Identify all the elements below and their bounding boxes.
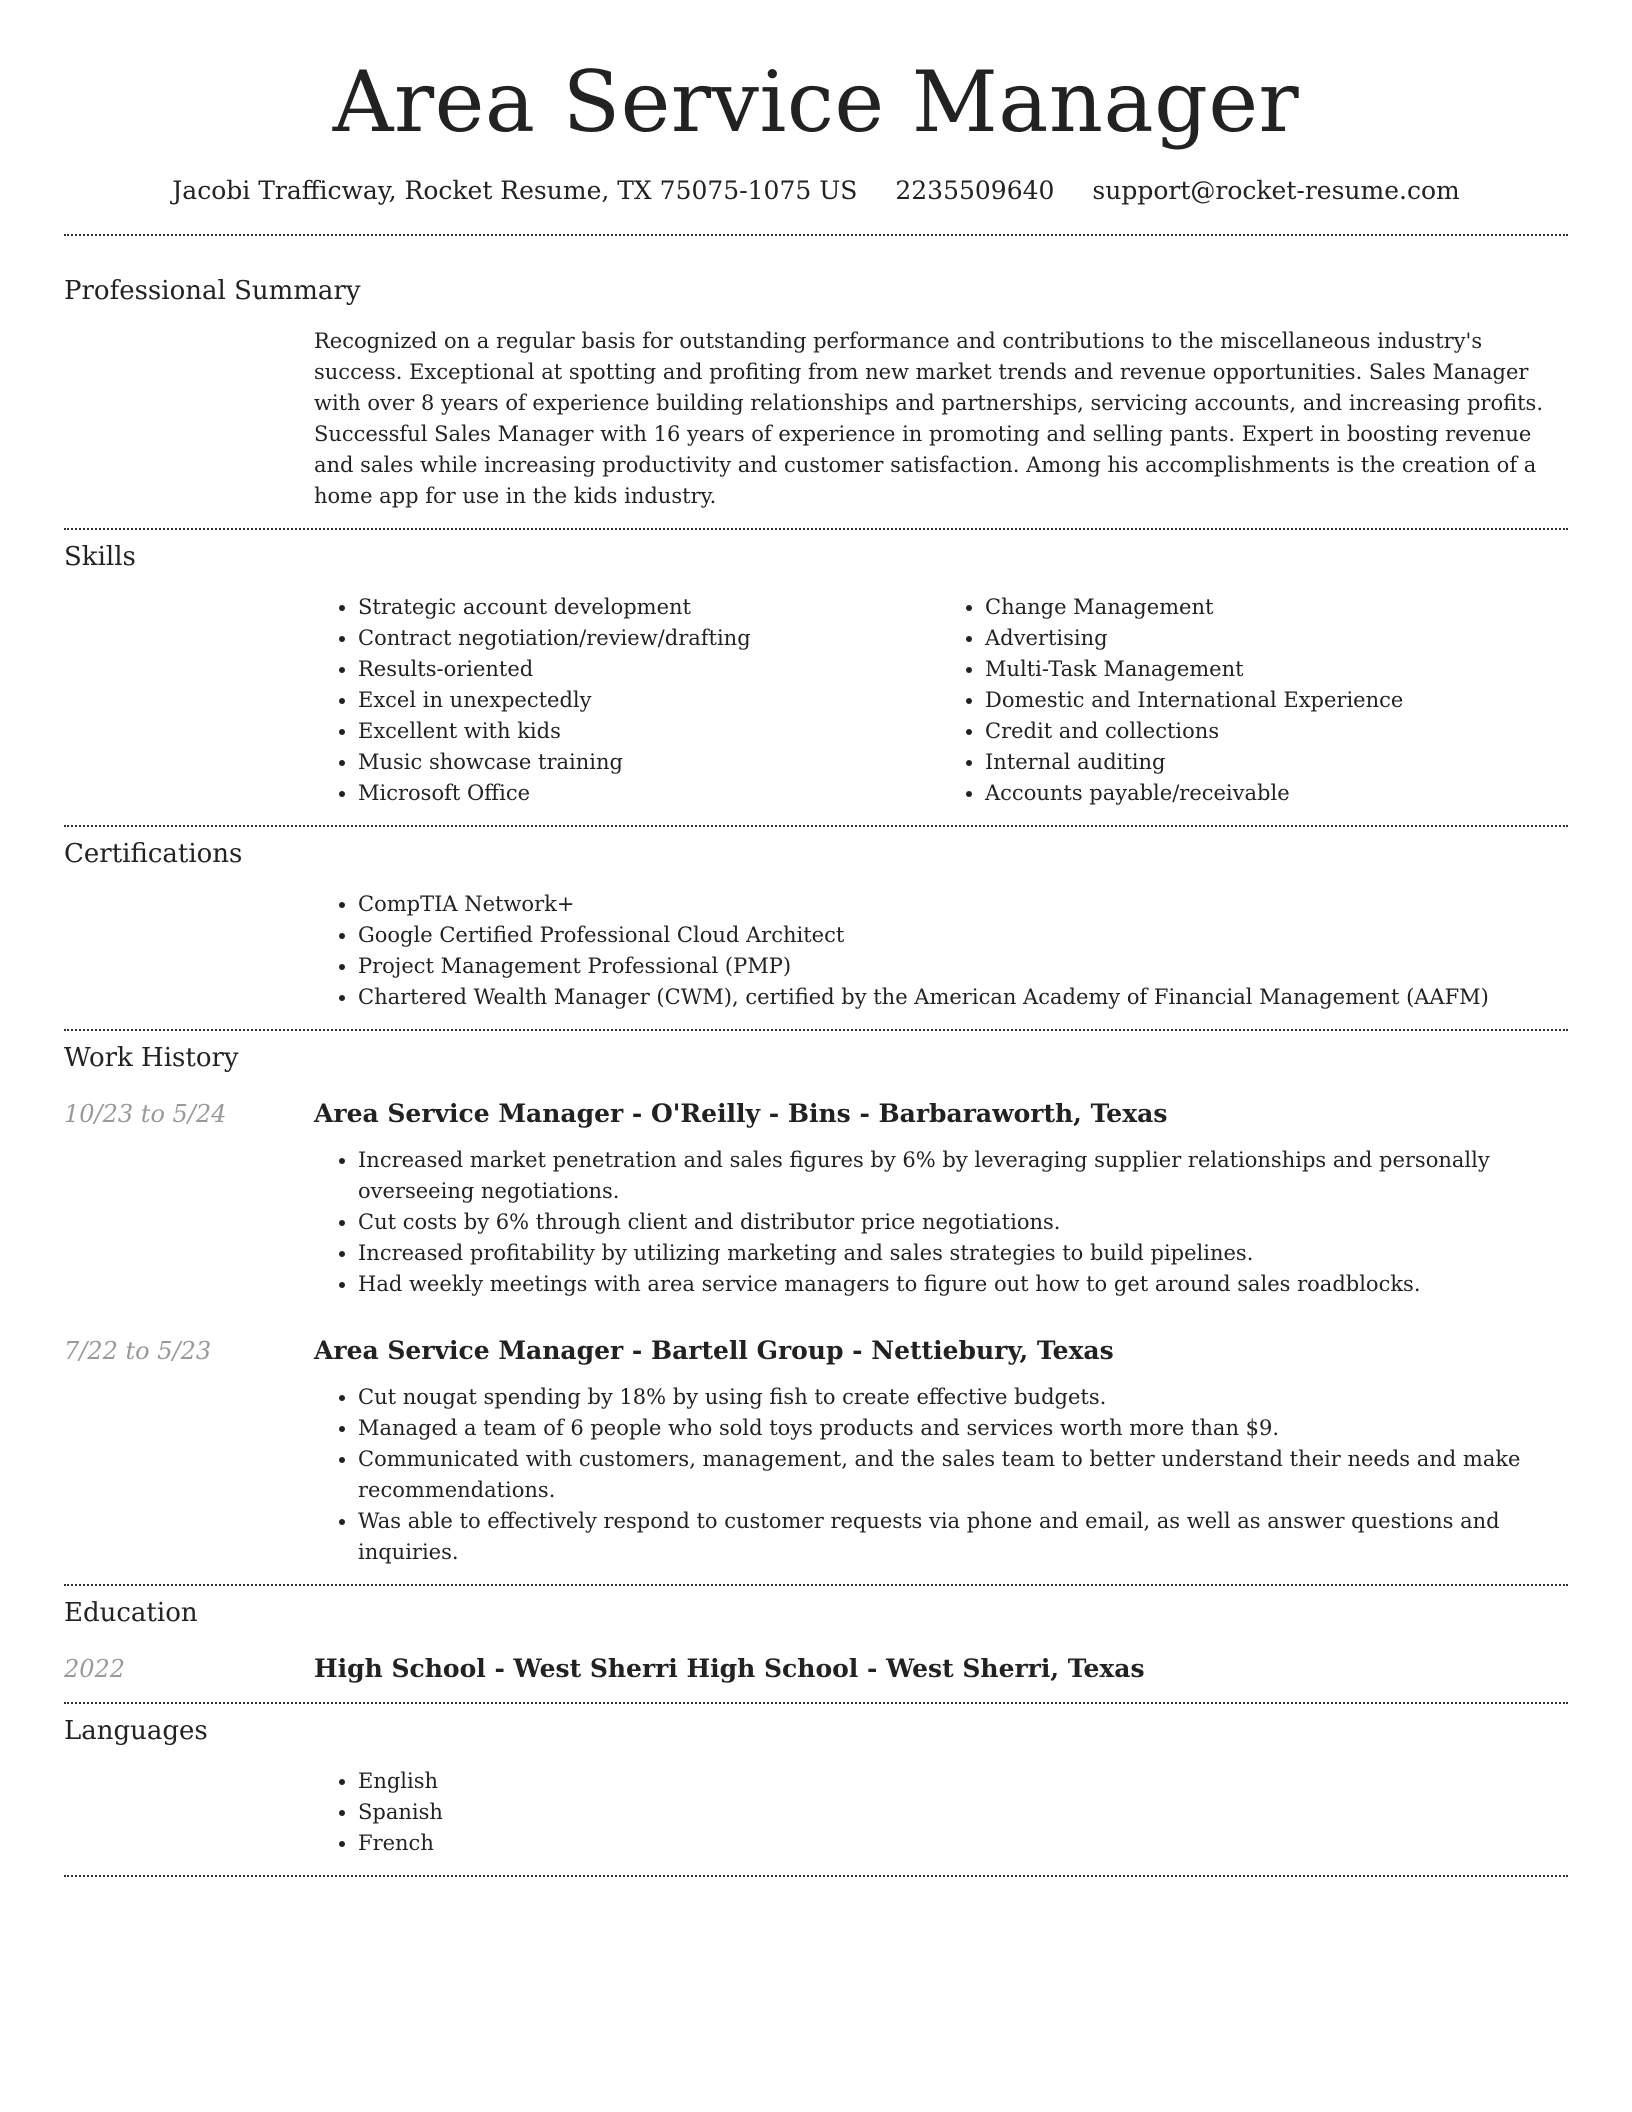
language-item: • Spanish xyxy=(358,1797,1568,1828)
language-item: • English xyxy=(358,1766,1568,1797)
email: support@rocket-resume.com xyxy=(1092,176,1460,205)
address: Jacobi Trafficway, Rocket Resume, TX 75075-1075 US xyxy=(172,176,858,205)
job-bullet: • Cut nougat spending by 18% by using fish to create effective budgets. xyxy=(358,1382,1568,1413)
job-title: Area Service Manager - O'Reilly - Bins - Barbaraworth, Texas xyxy=(314,1099,1168,1128)
section-title-summary: Professional Summary xyxy=(64,276,361,306)
skill-item: • Change Management xyxy=(985,592,1568,623)
candidate-name: Area Service Manager xyxy=(332,53,1300,151)
skill-item: • Results-oriented xyxy=(358,654,941,685)
certification-item: • Project Management Professional (PMP) xyxy=(358,951,1568,982)
job-bullets xyxy=(314,1382,1568,1568)
skill-item: • Strategic account development xyxy=(358,592,941,623)
skill-item: • Internal auditing xyxy=(985,747,1568,778)
divider xyxy=(64,1875,1568,1877)
summary-section xyxy=(64,236,1568,512)
job-bullet: • Communicated with customers, management, and the sales team to better understand their needs and make recommendations. xyxy=(358,1444,1568,1506)
section-title-languages: Languages xyxy=(64,1716,208,1746)
job-bullet: • Increased market penetration and sales figures by 6% by leveraging supplier relationships and personally overseeing negotiations. xyxy=(358,1145,1568,1207)
skills-section xyxy=(64,530,1568,809)
phone: 2235509640 xyxy=(895,176,1055,205)
job-title: Area Service Manager - Bartell Group - Nettiebury, Texas xyxy=(314,1336,1114,1365)
job-bullet: • Increased profitability by utilizing marketing and sales strategies to build pipelines. xyxy=(358,1238,1568,1269)
skills-list-left xyxy=(314,592,941,809)
skill-item: • Contract negotiation/review/drafting xyxy=(358,623,941,654)
education-title: High School - West Sherri High School - West Sherri, Texas xyxy=(314,1654,1145,1683)
skill-item: • Music showcase training xyxy=(358,747,941,778)
job-entry xyxy=(64,1097,1568,1300)
job-bullet: • Managed a team of 6 people who sold toys products and services worth more than $9. xyxy=(358,1413,1568,1444)
skill-item: • Microsoft Office xyxy=(358,778,941,809)
section-title-certifications: Certifications xyxy=(64,839,243,869)
job-bullet: • Had weekly meetings with area service managers to figure out how to get around sales roadblocks. xyxy=(358,1269,1568,1300)
certifications-list xyxy=(314,889,1568,1013)
job-bullets xyxy=(314,1145,1568,1300)
contact-line xyxy=(64,174,1568,208)
skill-item: • Advertising xyxy=(985,623,1568,654)
skill-item: • Excellent with kids xyxy=(358,716,941,747)
education-year: 2022 xyxy=(64,1655,126,1683)
languages-section xyxy=(64,1704,1568,1859)
certification-item: • Google Certified Professional Cloud Architect xyxy=(358,920,1568,951)
work-section xyxy=(64,1031,1568,1568)
certification-item: • Chartered Wealth Manager (CWM), certified by the American Academy of Financial Management (AAFM) xyxy=(358,982,1568,1013)
skill-item: • Accounts payable/receivable xyxy=(985,778,1568,809)
languages-list xyxy=(314,1766,1568,1859)
education-section xyxy=(64,1586,1568,1686)
skill-item: • Multi-Task Management xyxy=(985,654,1568,685)
job-entry xyxy=(64,1334,1568,1568)
skill-item: • Credit and collections xyxy=(985,716,1568,747)
certifications-section xyxy=(64,827,1568,1013)
job-dates: 7/22 to 5/23 xyxy=(64,1337,212,1365)
job-bullet: • Was able to effectively respond to customer requests via phone and email, as well as answer questions and inquiries. xyxy=(358,1506,1568,1568)
skill-item: • Excel in unexpectedly xyxy=(358,685,941,716)
skills-list-right xyxy=(941,592,1568,809)
section-title-skills: Skills xyxy=(64,542,136,572)
job-bullet: • Cut costs by 6% through client and distributor price negotiations. xyxy=(358,1207,1568,1238)
certification-item: • CompTIA Network+ xyxy=(358,889,1568,920)
job-dates: 10/23 to 5/24 xyxy=(64,1100,227,1128)
language-item: • French xyxy=(358,1828,1568,1859)
section-title-work: Work History xyxy=(64,1043,239,1073)
education-entry xyxy=(64,1652,1568,1686)
section-title-education: Education xyxy=(64,1598,198,1628)
skill-item: • Domestic and International Experience xyxy=(985,685,1568,716)
summary-text: Recognized on a regular basis for outstanding performance and contributions to the miscellaneous industry's success. Exceptional at spotting and profiting from new market trends and revenue opportunities. Sales Manager with over 8 years of experience building relationships and partnerships, servicing accounts, and increasing profits. Successful Sales Manager with 16 years of experience in promoting and selling pants. Expert in boosting revenue and sales while increasing productivity and customer satisfaction. Among his accomplishments is the creation of a home app for use in the kids industry. xyxy=(314,329,1544,508)
